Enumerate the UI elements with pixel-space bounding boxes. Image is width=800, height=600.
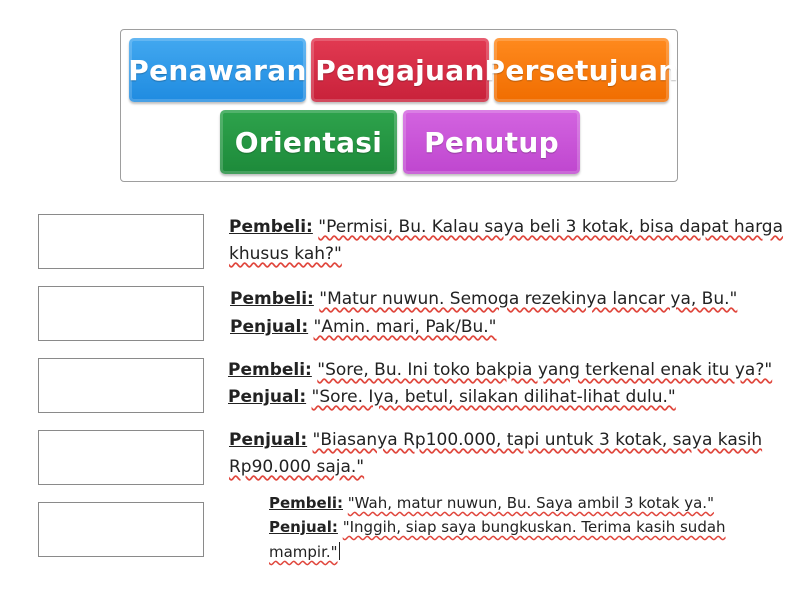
dialogue-text: "Sore, Bu. Ini toko bakpia yang terkenal enak itu ya?" bbox=[317, 360, 773, 380]
dialogue-text: "Inggih, siap saya bungkuskan. Terima kasih sudah bbox=[342, 518, 726, 536]
dialogue-line bbox=[269, 518, 726, 536]
drop-box-1[interactable] bbox=[38, 214, 204, 269]
speaker-label: Pembeli: bbox=[269, 494, 343, 512]
dialogue-text: mampir." bbox=[269, 543, 338, 561]
tile-label: Orientasi bbox=[234, 125, 383, 159]
dialogue-line bbox=[230, 317, 496, 337]
dialogue-line bbox=[228, 360, 772, 380]
speaker-label: Pembeli: bbox=[228, 360, 312, 380]
speaker-label: Penjual: bbox=[269, 518, 338, 536]
text-cursor bbox=[339, 542, 340, 560]
tile-orientasi[interactable] bbox=[220, 110, 397, 174]
dialogue-line bbox=[229, 457, 364, 477]
dialogue-text: "Amin. mari, Pak/Bu." bbox=[313, 317, 497, 337]
speaker-label: Pembeli: bbox=[229, 217, 313, 237]
dialogue-text: "Permisi, Bu. Kalau saya beli 3 kotak, bisa dapat harga bbox=[318, 217, 784, 237]
dialogue-line bbox=[230, 289, 737, 309]
dialogue-text: "Biasanya Rp100.000, tapi untuk 3 kotak, saya kasih bbox=[312, 430, 763, 450]
tile-label: Persetujuan bbox=[484, 53, 679, 87]
dialogue-text: khusus kah?" bbox=[229, 244, 342, 264]
drop-box-3[interactable] bbox=[38, 358, 204, 413]
tile-label: Penawaran bbox=[128, 53, 307, 87]
tile-penawaran[interactable] bbox=[129, 38, 306, 102]
tile-persetujuan[interactable] bbox=[484, 38, 679, 102]
dialogue-text: "Matur nuwun. Semoga rezekinya lancar ya, Bu." bbox=[319, 289, 738, 309]
dialogue-line bbox=[229, 217, 783, 237]
dialogue-line bbox=[228, 387, 676, 407]
tile-label: Pengajuan bbox=[315, 53, 485, 87]
speaker-label: Pembeli: bbox=[230, 289, 314, 309]
drop-box-4[interactable] bbox=[38, 430, 204, 485]
tile-penutup[interactable] bbox=[403, 110, 580, 174]
drop-box-2[interactable] bbox=[38, 286, 204, 341]
tile-label: Penutup bbox=[424, 125, 559, 159]
dialogue-line bbox=[229, 244, 342, 264]
dialogue-text: Rp90.000 saja." bbox=[229, 457, 365, 477]
dialogue-line bbox=[269, 494, 714, 512]
drop-box-5[interactable] bbox=[38, 502, 204, 557]
speaker-label: Penjual: bbox=[228, 387, 307, 407]
dialogue-line bbox=[229, 430, 762, 450]
speaker-label: Penjual: bbox=[229, 430, 308, 450]
dialogue-line bbox=[269, 542, 340, 561]
tile-pengajuan[interactable] bbox=[311, 38, 489, 102]
dialogue-text: "Sore. Iya, betul, silakan dilihat-lihat dulu." bbox=[311, 387, 676, 407]
speaker-label: Penjual: bbox=[230, 317, 309, 337]
dialogue-text: "Wah, matur nuwun, Bu. Saya ambil 3 kotak ya." bbox=[347, 494, 714, 512]
